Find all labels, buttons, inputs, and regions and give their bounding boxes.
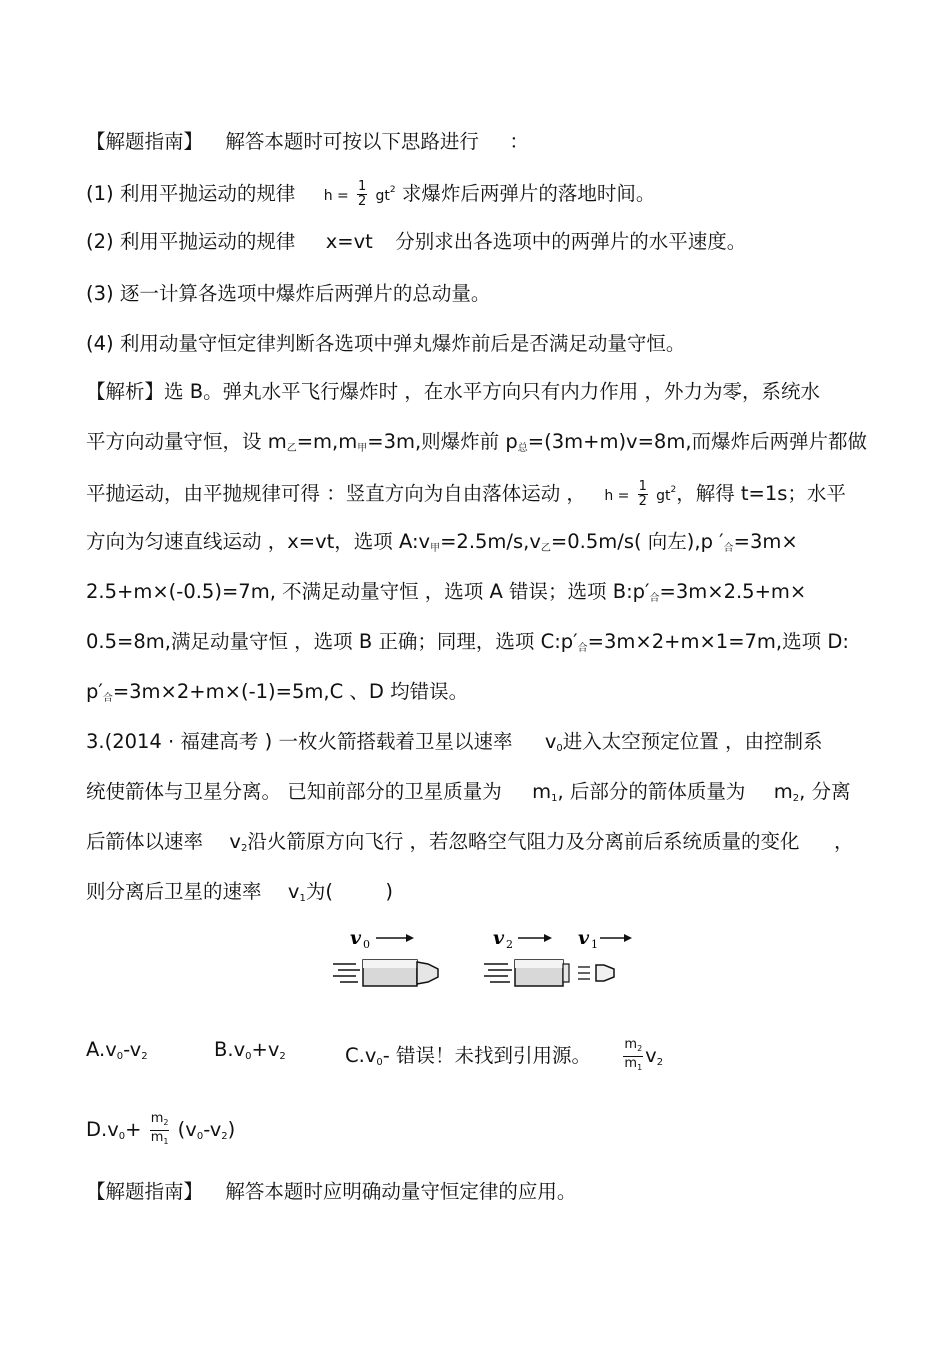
guide-text: 解答本题时应明确动量守恒定律的应用。 xyxy=(225,1180,577,1203)
option-b: $B.v_0+v_2$ xyxy=(214,1038,286,1062)
analysis-line-1: 【解析】选 B。弹丸水平飞行爆炸时 ，在水平方向只有内力作用 ，外力为零，系统水 xyxy=(86,380,820,403)
guide-title: 【解题指南】 xyxy=(86,1180,204,1203)
rocket-separation-figure xyxy=(328,924,648,994)
exhaust-lines-icon xyxy=(484,964,512,982)
step-2 xyxy=(86,230,746,254)
fraction-m2-m1: $\frac{m_2}{m_1}$ xyxy=(150,1111,169,1146)
analysis-line-5: 2.5+m×(-0.5)=7m, 不满足动量守恒 ，选项 A 错误；选项 $B:p'_合=3m\times 2.5+m\times$ xyxy=(86,580,807,604)
step-4: (4) 利用动量守恒定律判断各选项中弹丸爆炸前后是否满足动量守恒。 xyxy=(86,332,686,355)
svg-text:2: 2 xyxy=(506,938,513,951)
separation-lines-icon xyxy=(578,967,590,979)
analysis-line-4: 方向为匀速直线运动 ，x=vt，选项 $A:v_甲=2.5m/s,v_乙=0.5m/s$( 向左),p $'_合=3m\times$ xyxy=(86,530,798,554)
step-1-suffix: 求爆炸后两弹片的落地时间。 xyxy=(401,182,656,205)
formula-gt: gt xyxy=(375,188,390,204)
label-v1: v xyxy=(578,927,590,949)
satellite-icon xyxy=(596,965,614,981)
guide-heading-1 xyxy=(86,130,529,154)
analysis-line-6: 0.5=8m,满足动量守恒 ，选项 B 正确；同理，选项 $C:p'_合=3m\times 2+m\times 1=7m$,选项 D: xyxy=(86,630,849,654)
option-d: $D.v_0+$ $\frac{m_2}{m_1}$ $(v_0-v_2)$ xyxy=(86,1112,235,1149)
step-3: (3) 逐一计算各选项中爆炸后两弹片的总动量。 xyxy=(86,282,491,305)
full-rocket-icon xyxy=(363,960,438,986)
option-c: $C.v_0-$ 错误！未找到引用源。 $\frac{m_2}{m_1}$ $v_2$ xyxy=(345,1038,663,1075)
question-line-3: 后箭体以速率 $v_2$沿火箭原方向飞行 ，若忽略空气阻力及分离前后系统质量的变化 ， xyxy=(86,830,854,854)
step-2-formula: x=vt xyxy=(325,230,373,253)
fraction-half: $\frac{1}{2}$ xyxy=(358,179,367,209)
fraction-half: $\frac{1}{2}$ xyxy=(638,479,647,509)
guide-title: 【解题指南】 xyxy=(86,130,204,153)
analysis-line-2: 平方向动量守恒，设 $m_乙=m,m_甲=3m$,则爆炸前 $p_总=(3m+m)v=8m$,而爆炸后两弹片都做 xyxy=(86,430,868,454)
step-1 xyxy=(86,178,655,209)
question-line-4: 则分离后卫星的速率 $v_1$为( ) xyxy=(86,880,393,904)
exhaust-lines-icon xyxy=(333,964,360,982)
analysis-line-3: 平抛运动，由平抛规律可得 ：竖直方向为自由落体运动 ， h = $\frac{1}{2}$ $gt^2$，解得 t=1s；水平 xyxy=(86,479,846,509)
option-a: $A.v_0-v_2$ xyxy=(86,1038,148,1062)
label-v0: v xyxy=(350,927,362,949)
arrow-right-icon xyxy=(518,934,552,942)
question-line-2: 统使箭体与卫星分离。 已知前部分的卫星质量为 $m_1$, 后部分的箭体质量为 $m_2$, 分离 xyxy=(86,780,851,804)
guide-text: 解答本题时可按以下思路进行 xyxy=(225,130,479,153)
arrow-right-icon xyxy=(376,934,414,942)
formula-exp: 2 xyxy=(389,185,396,195)
arrow-right-icon xyxy=(600,934,632,942)
fraction-m2-m1: $\frac{m_2}{m_1}$ xyxy=(624,1037,643,1072)
guide-heading-2 xyxy=(86,1180,576,1204)
rocket-body-icon xyxy=(515,960,569,986)
svg-text:0: 0 xyxy=(363,938,370,951)
formula-lhs: h = xyxy=(323,188,349,204)
analysis-line-7: $p'_合=3m\times 2+m\times(-1)=5m,C$ 、D 均错误。 xyxy=(86,680,469,704)
svg-text:1: 1 xyxy=(591,938,598,951)
label-v2: v xyxy=(493,927,505,949)
step-2-suffix: 分别求出各选项中的两弹片的水平速度。 xyxy=(395,230,747,253)
step-1-prefix: (1) 利用平抛运动的规律 xyxy=(86,182,296,205)
question-line-1: 3.(2014 · 福建高考 ) 一枚火箭搭载着卫星以速率 $v_0$进入太空预定位置 ，由控制系 xyxy=(86,730,823,754)
step-2-prefix: (2) 利用平抛运动的规律 xyxy=(86,230,296,253)
guide-colon: ： xyxy=(509,130,529,153)
